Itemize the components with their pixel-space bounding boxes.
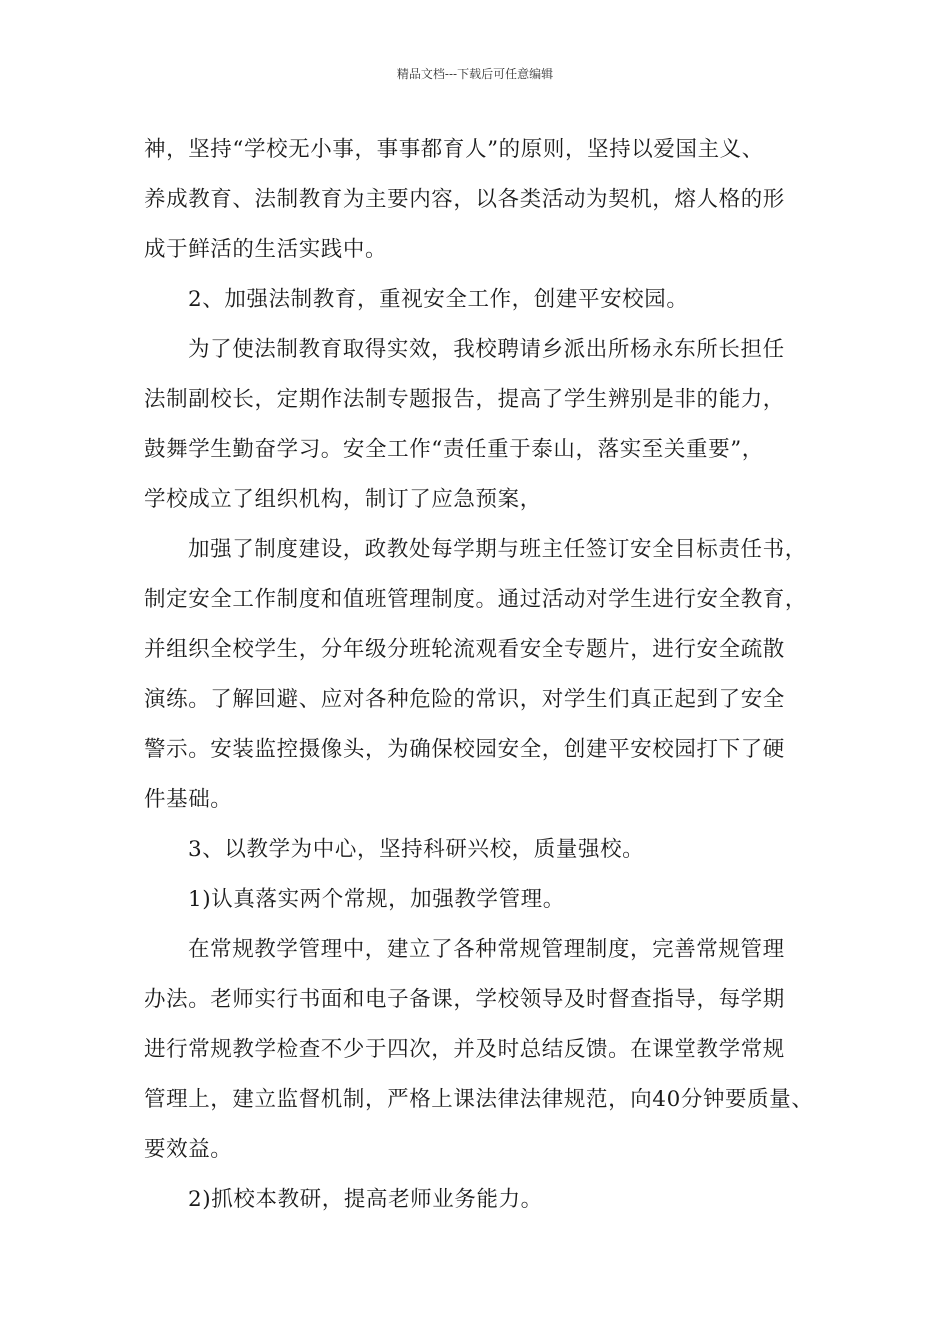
- paragraph-4: [144, 525, 816, 825]
- paragraph-7: [144, 925, 816, 1175]
- text-line: 2、加强法制教育，重视安全工作，创建平安校园。: [188, 287, 689, 312]
- text-line: 法制副校长，定期作法制专题报告，提高了学生辨别是非的能力，: [144, 387, 785, 412]
- text-line: 进行常规教学检查不少于四次，并及时总结反馈。在课堂教学常规: [144, 1037, 785, 1062]
- text-line: 神，坚持“学校无小事，事事都育人”的原则，坚持以爱国主义、: [144, 137, 764, 162]
- section-heading-3: [144, 825, 816, 875]
- text-line: 养成教育、法制教育为主要内容，以各类活动为契机，熔人格的形: [144, 187, 785, 212]
- text-line: 加强了制度建设，政教处每学期与班主任签订安全目标责任书，: [188, 537, 807, 562]
- document-body: [144, 125, 816, 1225]
- text-line: 演练。了解回避、应对各种危险的常识，对学生们真正起到了安全: [144, 687, 785, 712]
- text-line: 警示。安装监控摄像头，为确保校园安全，创建平安校园打下了硬: [144, 737, 785, 762]
- text-line: 件基础。: [144, 787, 233, 812]
- paragraph-3: [144, 325, 816, 525]
- page-header: 精品文档---下载后可任意编辑: [396, 67, 554, 81]
- text-line: 并组织全校学生，分年级分班轮流观看安全专题片，进行安全疏散: [144, 637, 785, 662]
- text-line: 制定安全工作制度和值班管理制度。通过活动对学生进行安全教育，: [144, 587, 808, 612]
- text-line: 成于鲜活的生活实践中。: [144, 237, 388, 262]
- text-line: 2)抓校本教研，提高老师业务能力。: [188, 1187, 543, 1212]
- text-line: 管理上，建立监督机制，严格上课法律法律规范，向40分钟要质量、: [144, 1087, 814, 1112]
- text-line: 3、以教学为中心，坚持科研兴校，质量强校。: [188, 837, 645, 862]
- section-heading-2: [144, 275, 816, 325]
- text-line: 为了使法制教育取得实效，我校聘请乡派出所杨永东所长担任: [188, 337, 785, 362]
- text-line: 1)认真落实两个常规，加强教学管理。: [188, 887, 565, 912]
- text-line: 在常规教学管理中，建立了各种常规管理制度，完善常规管理: [188, 937, 785, 962]
- text-line: 办法。老师实行书面和电子备课，学校领导及时督查指导，每学期: [144, 987, 785, 1012]
- subsection-heading-1: [144, 875, 816, 925]
- text-line: 要效益。: [144, 1137, 233, 1162]
- paragraph-1: [144, 125, 816, 275]
- text-line: 学校成立了组织机构，制订了应急预案，: [144, 487, 542, 512]
- subsection-heading-2: [144, 1175, 816, 1225]
- text-line: 鼓舞学生勤奋学习。安全工作“责任重于泰山，落实至关重要”，: [144, 437, 764, 462]
